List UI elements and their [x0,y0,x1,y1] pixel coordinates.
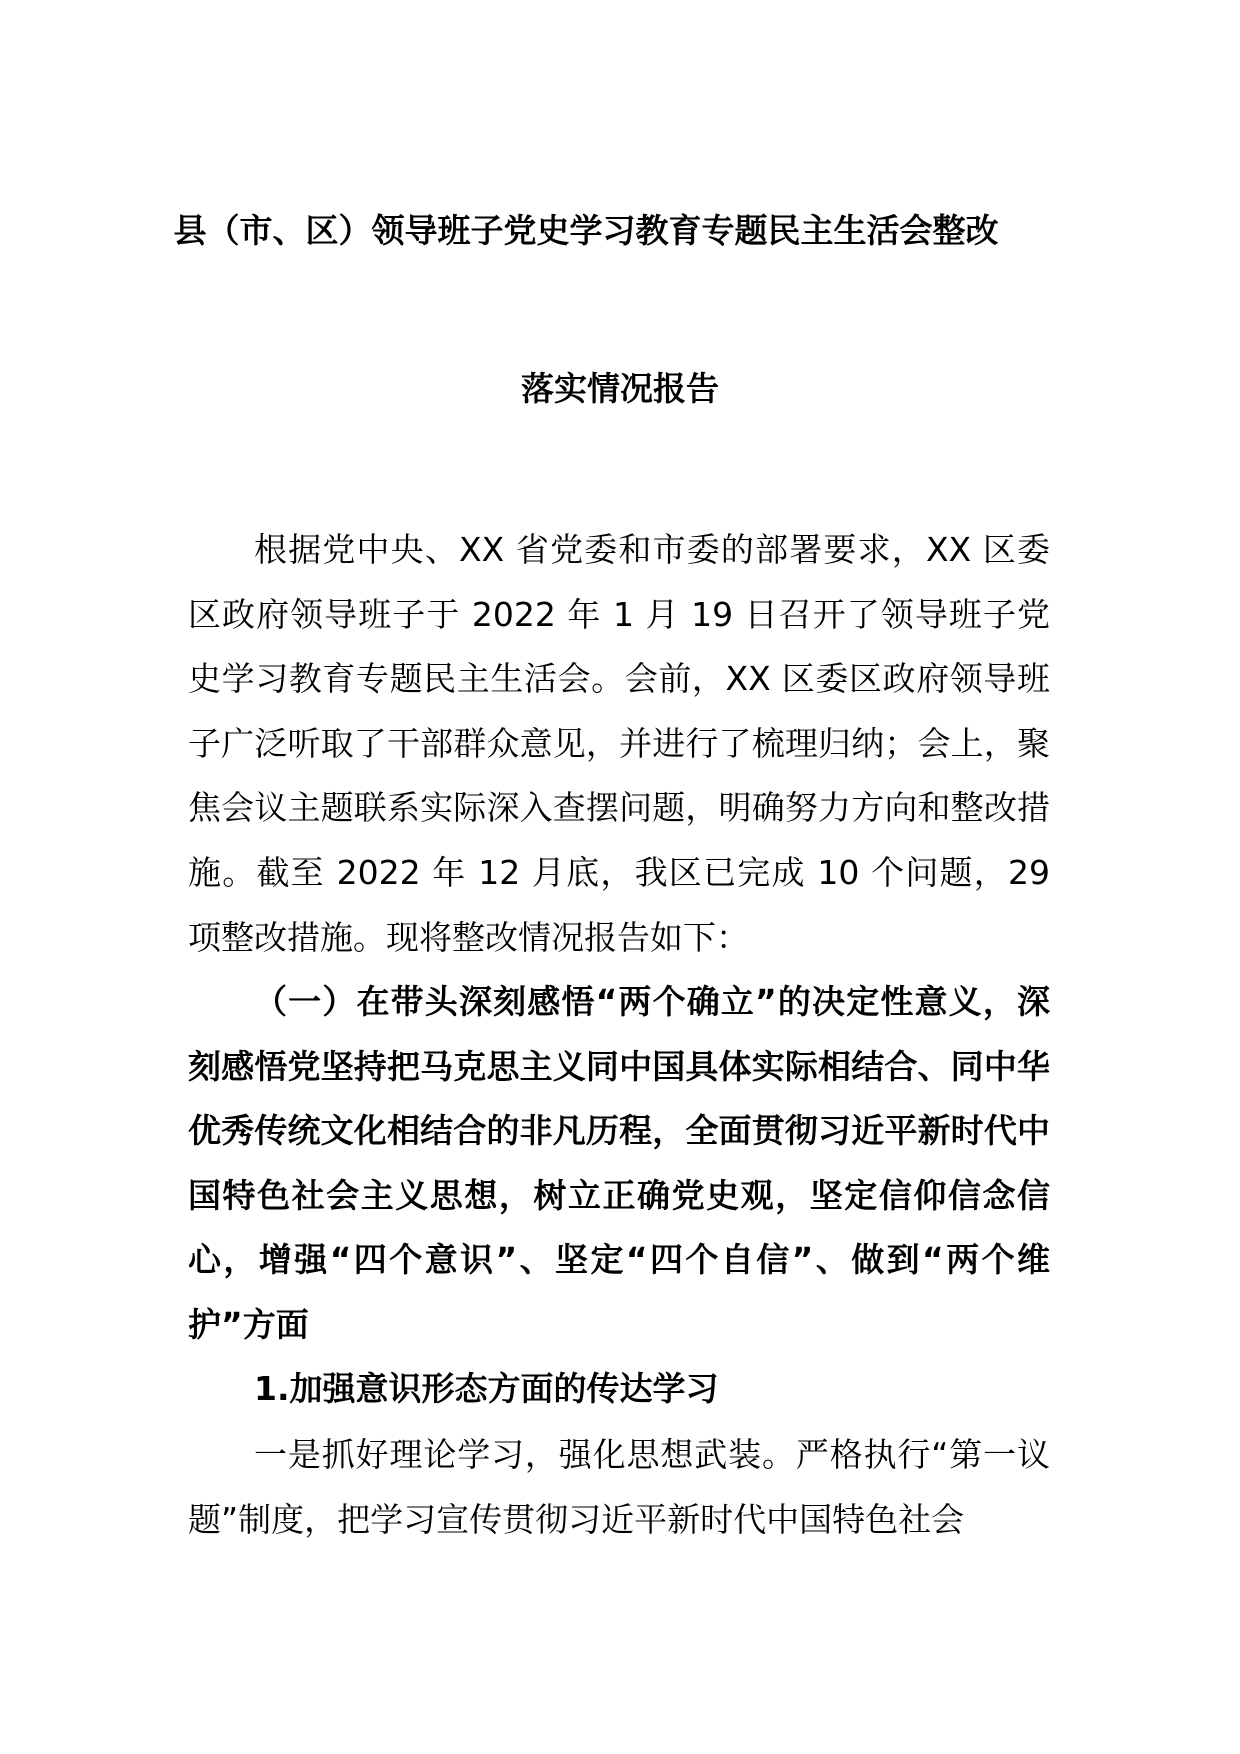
section-heading-1: （一）在带头深刻感悟“两个确立”的决定性意义，深刻感悟党坚持把马克思主义同中国具体实际相结合、同中华优秀传统文化相结合的非凡历程，全面贯彻习近平新时代中国特色社会主义思想，树立正确党史观，坚定信仰信念信心，增强“四个意识”、坚定“四个自信”、做到“两个维护”方面 [188,982,1050,1344]
intro-paragraph: 根据党中央、XX 省党委和市委的部署要求，XX 区委区政府领导班子于 2022 年 1 月 19 日召开了领导班子党史学习教育专题民主生活会。会前，XX 区委区政府领导班子广泛听取了干部群众意见，并进行了梳理归纳；会上，聚焦会议主题联系实际深入查摆问题，明确努力方向和整改措施。截至 2022 年 12 月底，我区已完成 10 个问题，29 项整改措施。现将整改情况报告如下： [188,530,1050,957]
subsection-heading-1: 1.加强意识形态方面的传达学习 [254,1369,719,1408]
document-title-line-1: 县（市、区）领导班子党史学习教育专题民主生活会整改 [173,211,999,250]
body-paragraph-2: 一是抓好理论学习，强化思想武装。严格执行“第一议题”制度，把学习宣传贯彻习近平新时代中国特色社会 [188,1435,1050,1539]
document-title-line-2: 落实情况报告 [521,369,719,408]
